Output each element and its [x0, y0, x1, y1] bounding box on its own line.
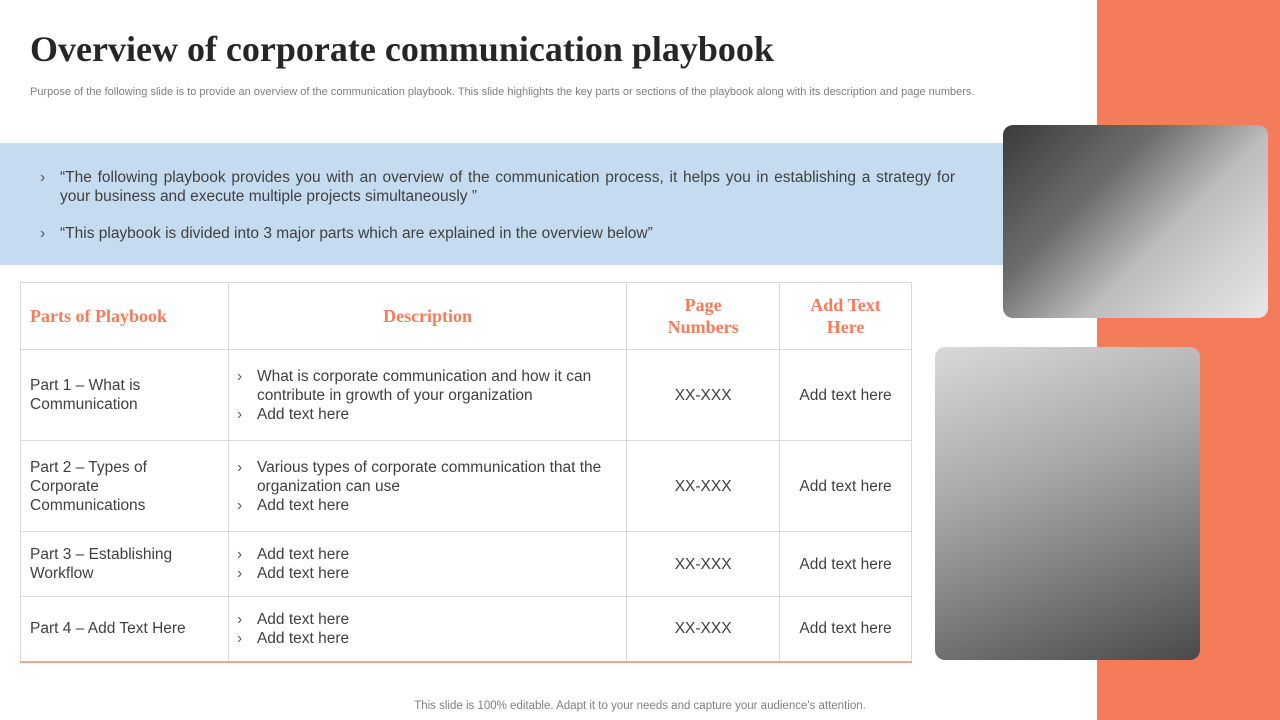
- description-cell: [228, 350, 626, 441]
- header-page-numbers-text: Page Numbers: [667, 295, 739, 337]
- add-text-cell: Add text here: [780, 597, 912, 662]
- description-bullet: [237, 496, 616, 515]
- description-text: Add text here: [256, 565, 350, 582]
- table-row: [21, 532, 912, 597]
- slide-title: Overview of corporate communication playbook: [30, 29, 774, 69]
- description-cell: [228, 532, 626, 597]
- part-cell: [21, 350, 229, 441]
- description-bullet: [237, 610, 616, 629]
- table-header-row: [21, 283, 912, 350]
- part-text: Part 3 – Establishing Workflow: [30, 546, 173, 582]
- intro-bullet-text: “This playbook is divided into 3 major parts which are explained in the overview below”: [60, 225, 653, 242]
- chevron-right-icon: ›: [236, 496, 243, 514]
- description-text: What is corporate communication and how it can contribute in growth of your organization: [256, 367, 592, 404]
- header-add-text: [780, 283, 912, 350]
- chevron-right-icon: ›: [236, 610, 243, 628]
- slide-footer: This slide is 100% editable. Adapt it to your needs and capture your audience's attention.: [414, 700, 866, 712]
- table-row: [21, 441, 912, 532]
- chevron-right-icon: ›: [40, 169, 46, 186]
- add-text-cell: Add text here: [780, 532, 912, 597]
- chevron-right-icon: ›: [236, 565, 243, 582]
- intro-bullet: [40, 168, 955, 206]
- chevron-right-icon: ›: [236, 367, 243, 385]
- description-cell: [228, 441, 626, 532]
- description-bullet: [237, 405, 616, 424]
- header-add-text-text: Add Text Here: [810, 295, 881, 337]
- chevron-right-icon: ›: [236, 546, 243, 563]
- intro-bullet-text: “The following playbook provides you with an overview of the communication process, it helps you in establishing a strategy for your business and execute multiple projects simultaneously ”: [60, 169, 955, 205]
- description-text: Add text here: [256, 546, 350, 563]
- description-text: Various types of corporate communication that the organization can use: [256, 458, 602, 495]
- header-page-numbers: [627, 283, 780, 350]
- description-text: Add text here: [256, 629, 350, 647]
- page-numbers-cell: XX-XXX: [627, 441, 780, 532]
- description-text: Add text here: [256, 405, 350, 423]
- description-bullet: [237, 545, 616, 564]
- description-cell: [228, 597, 626, 662]
- playbook-table: [20, 282, 912, 663]
- description-bullet: [237, 564, 616, 583]
- table-row: [21, 350, 912, 441]
- team-meeting-photo: [1003, 125, 1268, 318]
- page-numbers-cell: XX-XXX: [627, 532, 780, 597]
- add-text-cell: Add text here: [780, 441, 912, 532]
- description-bullet: [237, 367, 616, 405]
- part-cell: [21, 532, 229, 597]
- page-numbers-cell: XX-XXX: [627, 597, 780, 662]
- description-text: Add text here: [256, 496, 350, 514]
- chevron-right-icon: ›: [40, 225, 46, 242]
- part-text: Part 1 – What is Communication: [30, 377, 141, 413]
- page-numbers-cell: XX-XXX: [627, 350, 780, 441]
- part-cell: [21, 441, 229, 532]
- table-row: [21, 597, 912, 662]
- add-text-cell: Add text here: [780, 350, 912, 441]
- chevron-right-icon: ›: [236, 458, 243, 476]
- description-bullet: [237, 629, 616, 648]
- part-cell: [21, 597, 229, 662]
- chevron-right-icon: ›: [236, 629, 243, 647]
- part-text: Part 4 – Add Text Here: [30, 620, 186, 638]
- slide-subtitle: Purpose of the following slide is to provide an overview of the communication playbook. This slide highlights the key parts or sections of the playbook along with its description and page numbers.: [30, 86, 975, 98]
- chevron-right-icon: ›: [236, 405, 243, 423]
- intro-bullet: [40, 224, 955, 243]
- part-text: Part 2 – Types of Corporate Communications: [30, 458, 147, 514]
- description-text: Add text here: [256, 610, 350, 628]
- header-parts: Parts of Playbook: [21, 283, 229, 350]
- header-description: Description: [228, 283, 626, 350]
- office-laptop-photo: [935, 347, 1200, 660]
- description-bullet: [237, 458, 616, 496]
